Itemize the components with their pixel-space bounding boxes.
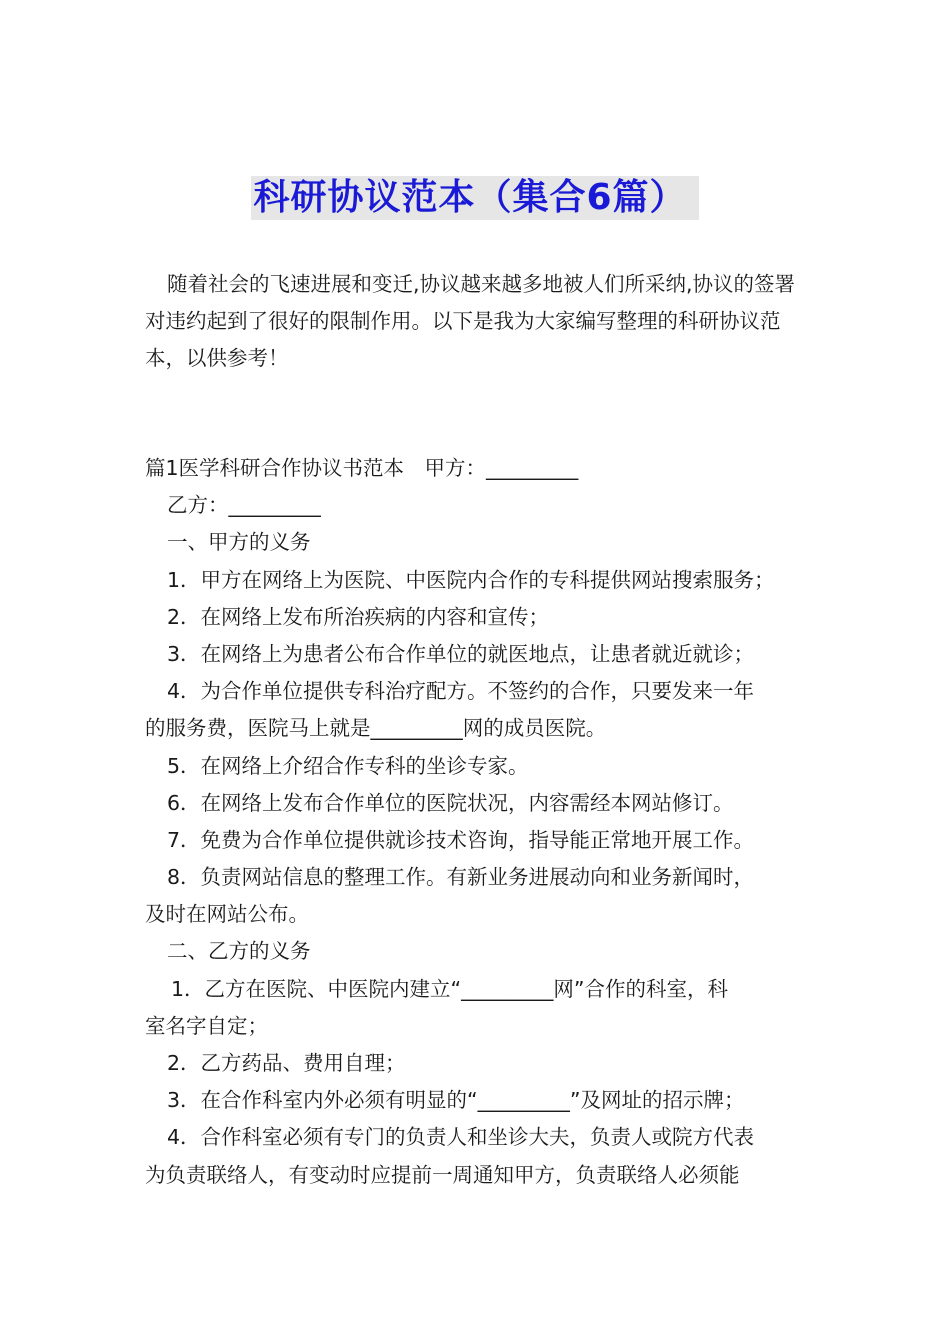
list-item: 1．甲方在网络上为医院、中医院内合作的专科提供网站搜索服务； bbox=[167, 567, 775, 592]
list-item: 3．在合作科室内外必须有明显的“_________”及网址的招示牌； bbox=[167, 1088, 745, 1113]
list-item: 4．为合作单位提供专科治疗配方。不签约的合作，只要发来一年 bbox=[167, 679, 755, 704]
list-item-continuation: 及时在网站公布。 bbox=[145, 902, 309, 927]
list-item: 5．在网络上介绍合作专科的坐诊专家。 bbox=[167, 753, 529, 778]
list-item-continuation: 为负责联络人，有变动时应提前一周通知甲方，负责联络人必须能 bbox=[145, 1162, 740, 1187]
list-item: 4．合作科室必须有专门的负责人和坐诊大夫，负责人或院方代表 bbox=[167, 1125, 755, 1150]
title-container bbox=[0, 176, 950, 220]
party-b-blank: 乙方：_________ bbox=[167, 493, 321, 518]
list-item: 2．乙方药品、费用自理； bbox=[167, 1051, 406, 1075]
list-item-continuation: 的服务费，医院马上就是_________网的成员医院。 bbox=[145, 716, 607, 741]
list-item: 1．乙方在医院、中医院内建立“_________网”合作的科室，科 bbox=[171, 976, 729, 1001]
list-item: 7．免费为合作单位提供就诊技术咨询，指导能正常地开展工作。 bbox=[167, 827, 755, 852]
heading-party-b-duties: 二、乙方的义务 bbox=[167, 939, 311, 964]
list-item-continuation: 室名字自定； bbox=[145, 1013, 268, 1038]
list-item: 3．在网络上为患者公布合作单位的就医地点，让患者就近就诊； bbox=[167, 641, 755, 666]
list-item: 8．负责网站信息的整理工作。有新业务进展动向和业务新闻时， bbox=[167, 865, 755, 890]
section-heading-party-a-blank: 篇1医学科研合作协议书范本 甲方：_________ bbox=[145, 456, 579, 480]
list-item: 6．在网络上发布合作单位的医院状况，内容需经本网站修订。 bbox=[167, 790, 734, 815]
intro-paragraph: 随着社会的飞速进展和变迁,协议越来越多地被人们所采纳,协议的签署对违约起到了很好的限制作用。以下是我为大家编写整理的科研协议范本，以供参考！ bbox=[145, 272, 796, 370]
document-title: 科研协议范本（集合6篇） bbox=[251, 176, 698, 220]
list-item: 2．在网络上发布所治疾病的内容和宣传； bbox=[167, 604, 550, 629]
document-body bbox=[145, 450, 815, 1194]
heading-party-a-duties: 一、甲方的义务 bbox=[167, 530, 311, 555]
